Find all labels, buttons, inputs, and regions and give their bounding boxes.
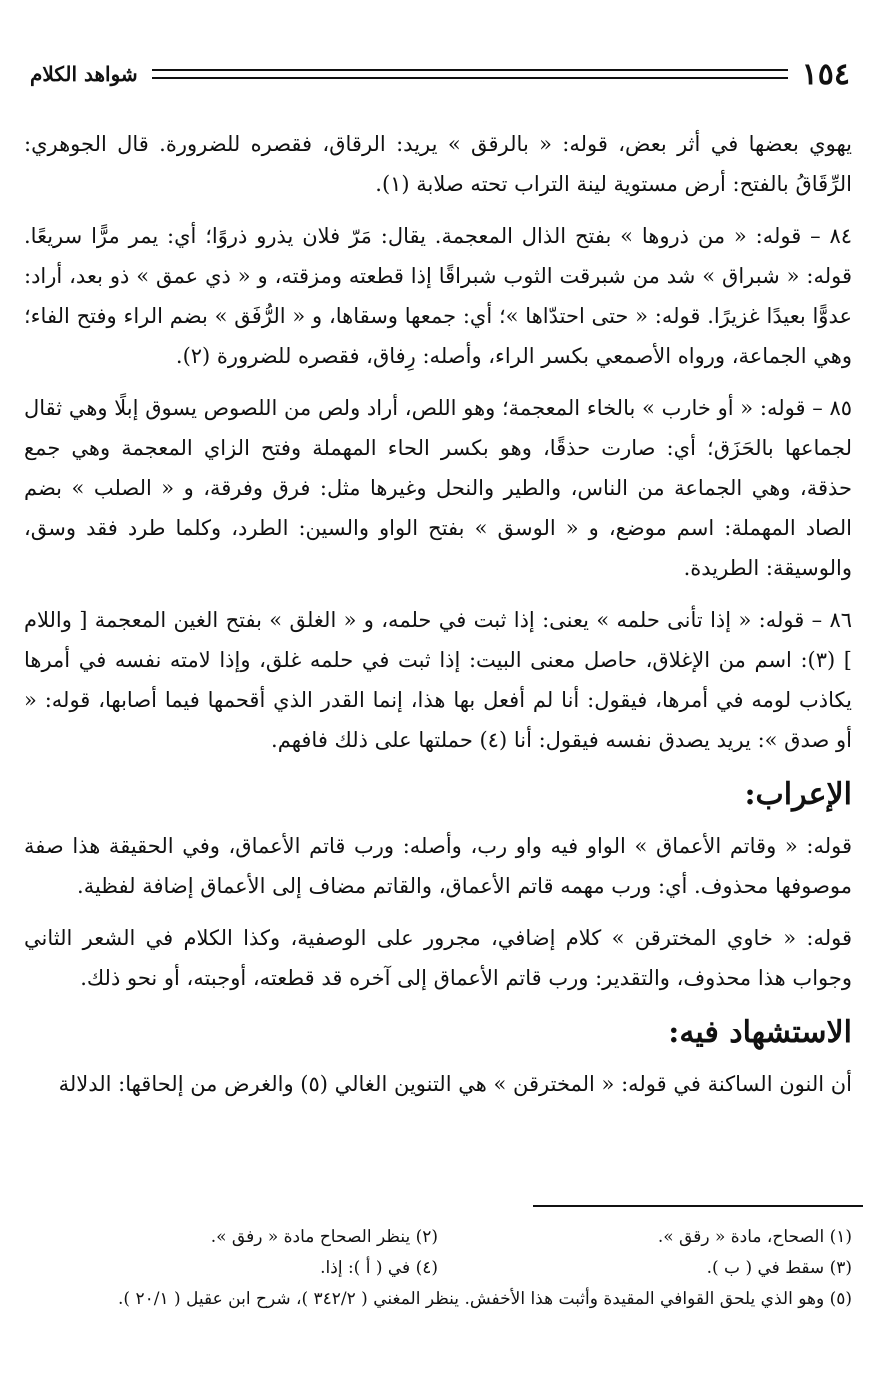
main-text: [24, 124, 852, 1116]
footnote-row: [24, 1253, 852, 1284]
paragraph-86: ٨٦ – قوله: « إذا تأنى حلمه » يعنى: إذا ثبت في حلمه، و « الغلق » بفتح الغين المعجمة [ واللام ] (٣): اسم من الإغلاق، حاصل معنى البيت: إذا ثبت في حلمه غلق، وإذا لامته نفسه في أمرها يكاذب لومه في أمرها، فيقول: أنا لم أفعل بها هذا، إنما القدر الذي أقحمها فيما أصابها، قوله: « أو صدق »: يريد يصدق نفسه فيقول: أنا (٤) حملتها على ذلك فافهم.: [24, 608, 852, 752]
irab-paragraph: قوله: « خاوي المخترقن » كلام إضافي، مجرور على الوصفية، وكذا الكلام في الشعر الثاني وجواب هذا محذوف، والتقدير: ورب قاتم الأعماق إلى آخره قد قطعته، أوجبته، أو نحو ذلك.: [24, 926, 852, 990]
running-title: شواهد الكلام: [30, 62, 138, 86]
footnote-row: [24, 1222, 852, 1253]
footnote-3: (٣) سقط في ( ب ).: [706, 1258, 852, 1278]
heading-istishhad: الاستشهاد فيه:: [668, 1015, 852, 1050]
footnote-1: (١) الصحاح، مادة « رقق ».: [657, 1227, 852, 1247]
footnote-5: (٥) وهو الذي يلحق القوافي المقيدة وأثبت هذا الأخفش. ينظر المغني ( ٣٤٢/٢ )، شرح ابن عقيل ( ٢٠/١ ).: [118, 1289, 852, 1309]
page-header: [30, 52, 850, 96]
paragraph-continuation: يهوي بعضها في أثر بعض، قوله: « بالرقق » يريد: الرقاق، فقصره للضرورة. قال الجوهري: الرِّقَاقُ بالفتح: أرض مستوية لينة التراب تحته صلابة (١).: [24, 132, 852, 196]
heading-irab: الإعراب:: [744, 777, 852, 812]
paragraph-85: ٨٥ – قوله: « أو خارب » بالخاء المعجمة؛ وهو اللص، أراد ولص من اللصوص يسوق إبلًا وهي ثقال لجماعها بالحَزَق؛ أي: صارت حذقًا، وهو بكسر الحاء المهملة وفتح الزاي المعجمة وهي جمع حذقة، وهي الجماعة من الناس، والطير والنحل وغيرها مثل: فرق وفرقة، و « الصلب » بضم الصاد المهملة: اسم موضع، و « الوسق » بفتح الواو والسين: الطرد، وكلما طرد فقد وسق، والوسيقة: الطريدة.: [24, 396, 852, 580]
paragraph-84: ٨٤ – قوله: « من ذروها » بفتح الذال المعجمة. يقال: مَرّ فلان يذرو ذروًا؛ أي: يمر مرًّا سريعًا. قوله: « شبراق » شد من شبرقت الثوب شبراقًا إذا قطعته ومزقته، و « ذي عمق » ذو بعد، أراد: عدوًّا بعيدًا غزيرًا. قوله: « حتى احتدّاها »؛ أي: جمعها وسقاها، و « الرُّفَق » بضم الراء وفتح الفاء؛ وهي الجماعة، ورواه الأصمعي بكسر الراء، وأصله: رِفاق، فقصره للضرورة (٢).: [24, 224, 852, 368]
irab-paragraph: قوله: « وقاتم الأعماق » الواو فيه واو رب، وأصله: ورب قاتم الأعماق، وفي الحقيقة هذا صفة موصوفها محذوف. أي: ورب مهمه قاتم الأعماق، والقاتم مضاف إلى الأعماق إضافة لفظية.: [24, 834, 852, 898]
footnote-2: (٢) ينظر الصحاح مادة « رفق ».: [210, 1227, 438, 1247]
page-number: ١٥٤: [801, 56, 850, 92]
istishhad-paragraph: أن النون الساكنة في قوله: « المخترقن » هي التنوين الغالي (٥) والغرض من إلحاقها: الدلالة: [58, 1072, 852, 1096]
footnote-separator: [533, 1205, 863, 1207]
header-double-rule: [152, 69, 788, 79]
footnote-4: (٤) في ( أ ): إذا.: [320, 1258, 438, 1278]
footnotes: [24, 1222, 852, 1315]
